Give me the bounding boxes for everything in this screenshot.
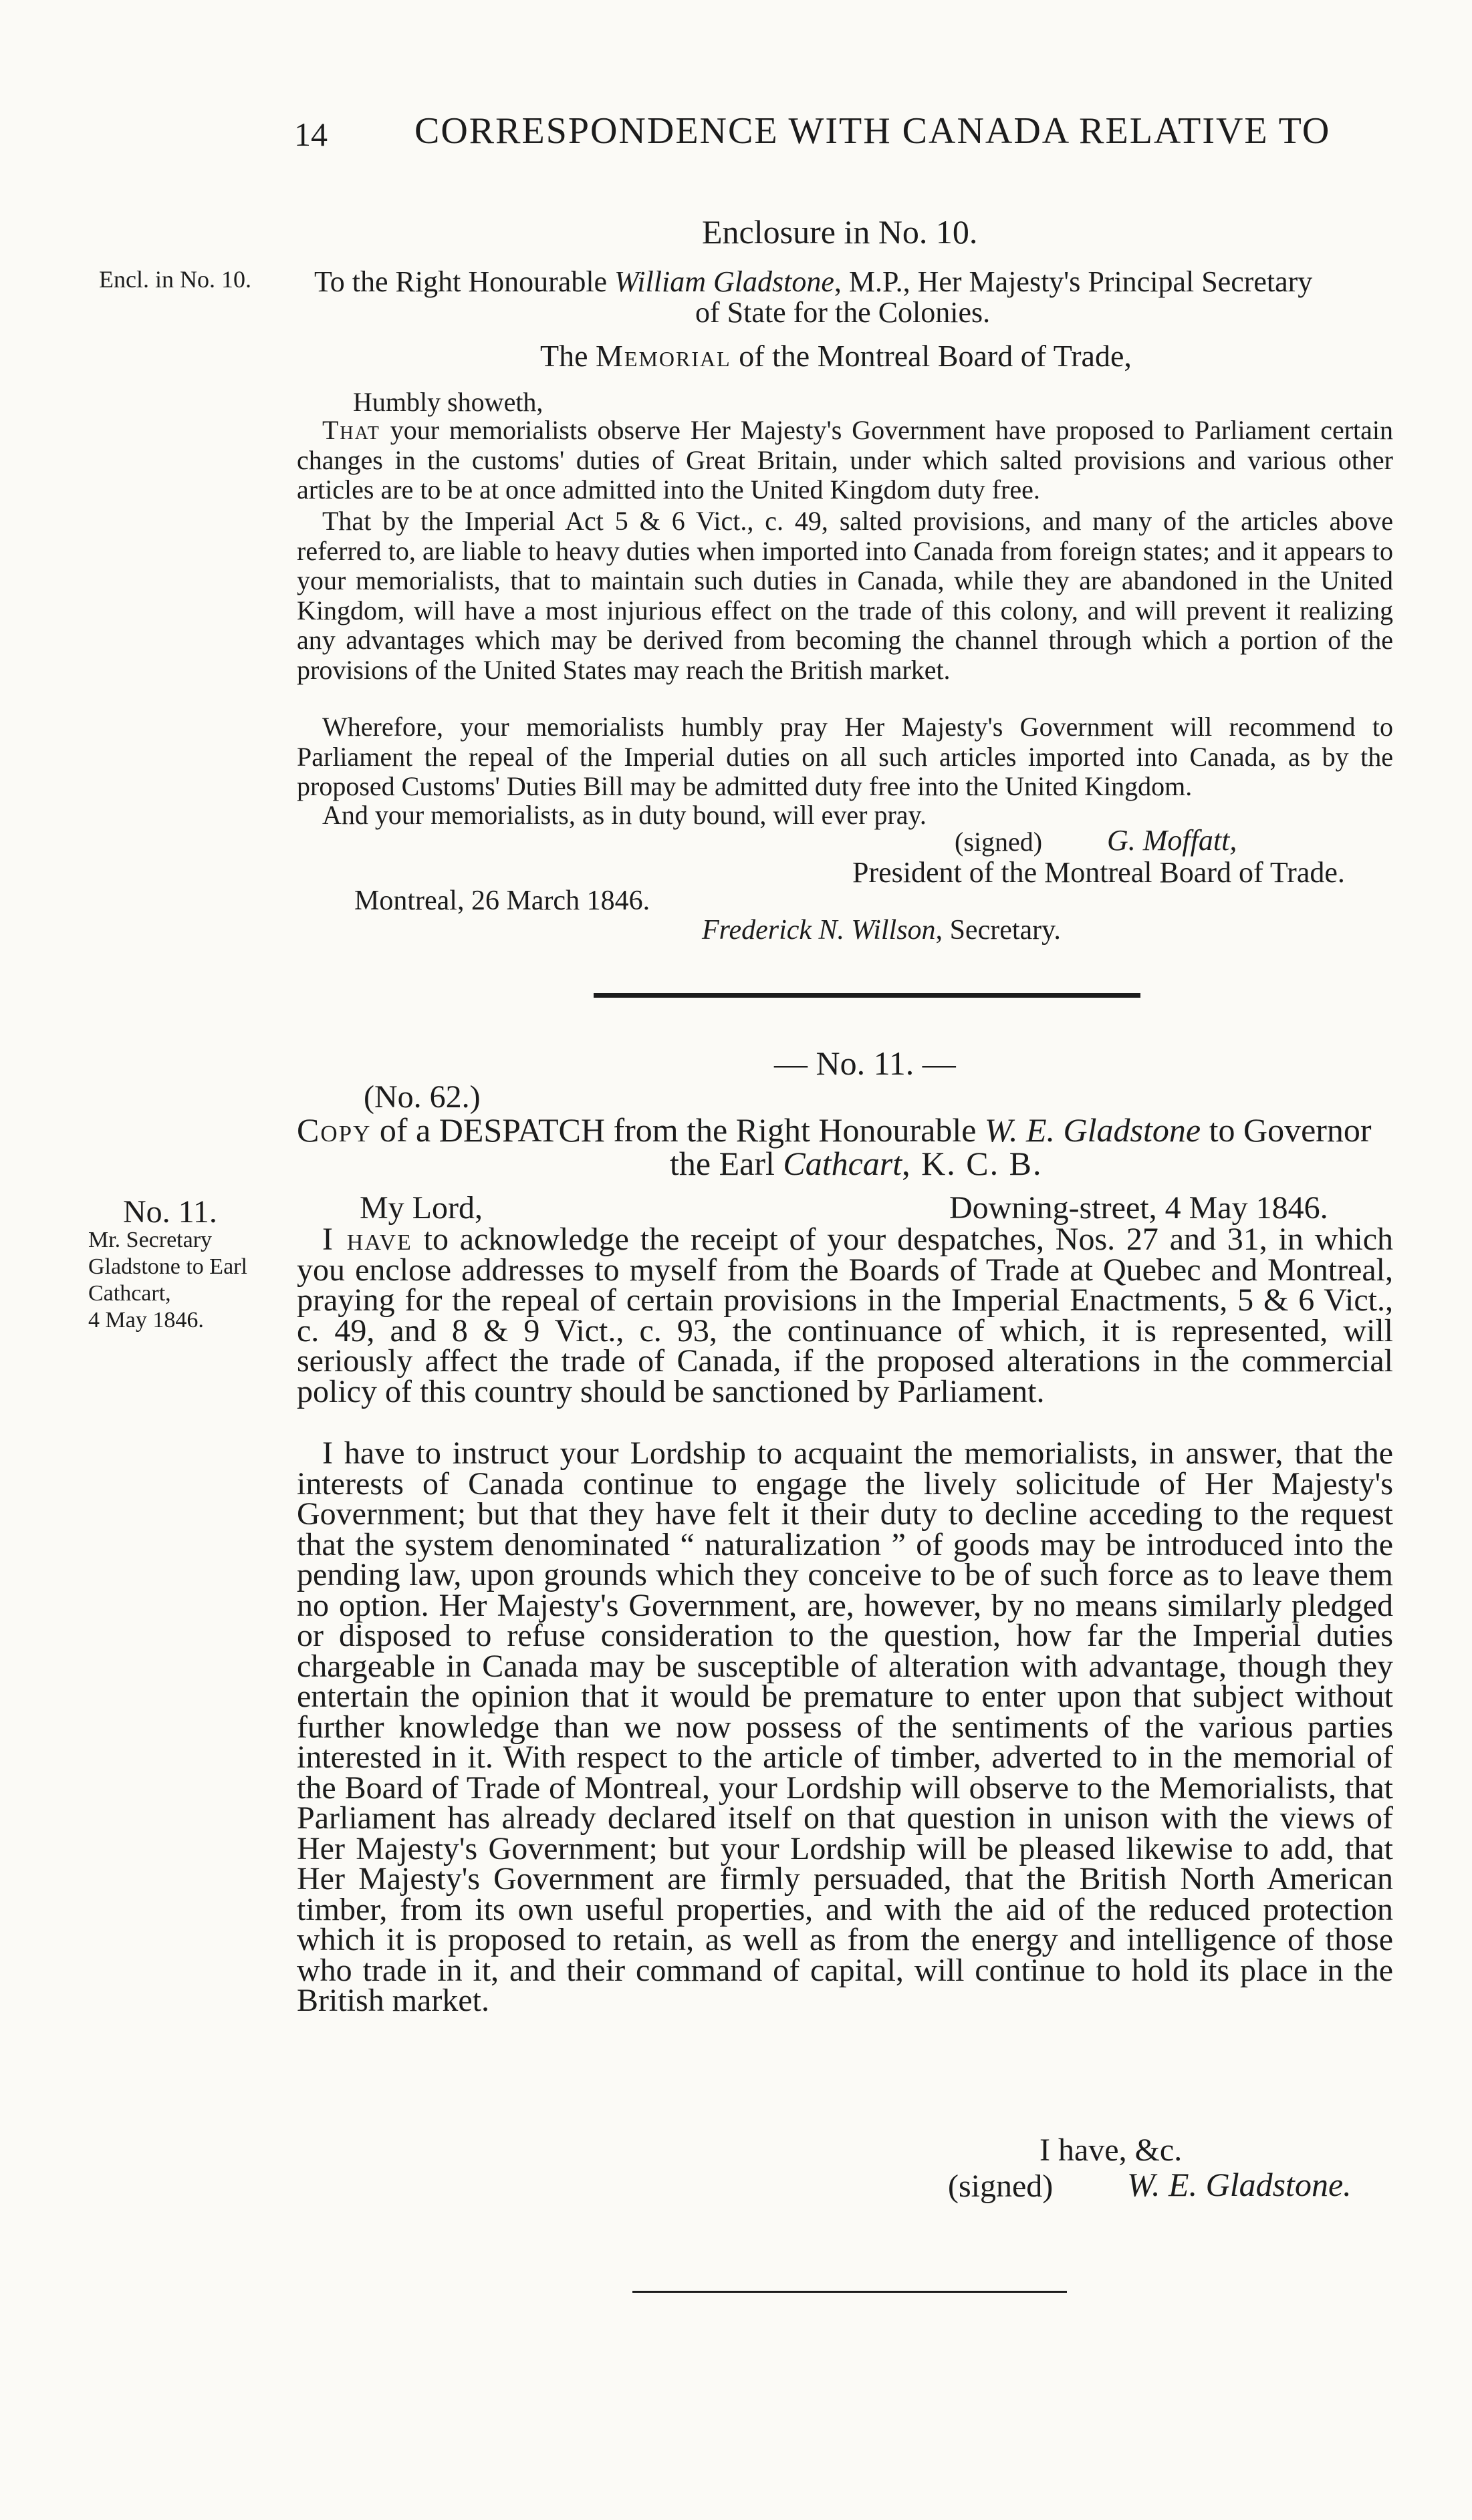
address-name: William Gladstone [614, 265, 834, 298]
side-number: No. 11. [123, 1194, 217, 1230]
address-prefix: To the Right Honourable [314, 265, 615, 298]
memorial-p1-lead: That [322, 415, 380, 445]
memorial-paragraph-1 [297, 416, 1393, 505]
despatch-signer: W. E. Gladstone. [1127, 2166, 1352, 2203]
despatch-paragraph-1 [297, 1224, 1393, 1407]
side-note-3: Cathcart, [88, 1281, 171, 1306]
address-line-2: of State for the Colonies. [695, 296, 991, 329]
despatch-salutation: My Lord, [360, 1190, 483, 1226]
signer-name: G. Moffatt, [1107, 824, 1237, 857]
secretary-line [702, 914, 1061, 946]
side-note-1: Mr. Secretary [88, 1228, 213, 1252]
despatch-paragraph-2: I have to instruct your Lordship to acquaint the memorialists, in answer, that the interests of Canada continue to engage the lively solicitude of Her Majesty's Government; but that they have felt it their duty to decline acceding to the request that the system denominated “ naturalization ” of goods may be introduced into the pending law, upon grounds which they conceive to be of such force as to leave them no option. Her Majesty's Government, are, however, by no means similarly pledged or disposed to refuse consideration to the question, how far the Imperial duties chargeable in Canada may be susceptible of alteration with advantage, though they entertain the opinion that it would be premature to enter upon that subject without further knowledge than we now possess of the sentiments of the various parties interested in it. With respect to the article of timber, adverted to in the memorial of the Board of Trade of Montreal, your Lordship will observe to the Memorialists, that Parliament has already declared itself on that question in unison with the views of Her Majesty's Government; but your Lordship will be pleased likewise to add, that Her Majesty's Government are firmly persuaded, that the British North American timber, from its own useful properties, and with the aid of the reduced protection which it is proposed to retain, as well as from the energy and intelligence of those who trade in it, and their command of capital, will continue to hold its place in the British market. [297, 1435, 1393, 2018]
despatch-title2-pre: the Earl [670, 1145, 783, 1182]
despatch-p1-lead: I have [322, 1222, 412, 1257]
closing-divider [632, 2291, 1067, 2293]
page-number: 14 [294, 116, 328, 153]
despatch-title-part1: of a DESPATCH from the Right Honourable [371, 1111, 985, 1149]
memorial-title-post: of the Montreal Board of Trade, [731, 339, 1132, 373]
despatch-title-lead: Copy [297, 1111, 372, 1149]
address-line-1 [314, 265, 1312, 299]
side-note-2: Gladstone to Earl [88, 1254, 247, 1279]
side-note-4: 4 May 1846. [88, 1308, 204, 1333]
memorial-p1-text: your memorialists observe Her Majesty's Government have proposed to Parliament certain changes in the customs' duties of Great Britain, under which salted provisions and various other articles are to be at once admitted into the United Kingdom duty free. [297, 415, 1393, 505]
despatch-title-name: W. E. Gladstone [984, 1111, 1201, 1149]
despatch-signed-label: (signed) [948, 2168, 1054, 2204]
enclosure-side-note: Encl. in No. 10. [99, 266, 251, 293]
signer-title: President of the Montreal Board of Trade. [852, 856, 1345, 889]
despatch-closing: I have, &c. [1039, 2132, 1183, 2168]
address-suffix: , M.P., Her Majesty's Principal Secretary [834, 265, 1313, 298]
memorial-paragraph-3: Wherefore, your memorialists humbly pray Her Majesty's Government will recommend to Parliament the repeal of the Imperial duties on all such articles imported into Canada, as by the proposed Customs' Duties Bill may be admitted duty free into the United Kingdom. [297, 712, 1393, 801]
secretary-title: , Secretary. [935, 915, 1061, 946]
memorial-salutation: Humbly showeth, [353, 387, 543, 417]
despatch-title-line-2 [670, 1144, 1042, 1183]
despatch-dateline: Downing-street, 4 May 1846. [949, 1190, 1328, 1226]
memorial-paragraph-2: That by the Imperial Act 5 & 6 Vict., c. 49, salted provisions, and many of the articles above referred to, are liable to heavy duties when imported into Canada from foreign states; and it appears to your memorialists, that to maintain such duties in Canada, while they are abandoned in the United Kingdom, will have a most injurious effect on the trade of this colony, and will prevent it realizing any advantages which may be derived from becoming the channel through which a portion of the provisions of the United States may reach the British market. [297, 506, 1393, 685]
memorial-title-sc: Memorial [596, 339, 731, 373]
despatch-p1-text: to acknowledge the receipt of your despatches, Nos. 27 and 31, in which you enclose addresses to myself from the Boards of Trade at Quebec and Montreal, praying for the repeal of certain provisions in the Imperial Enactments, 5 & 6 Vict., c. 49, and 8 & 9 Vict., c. 93, the continuance of which, it is represented, will seriously affect the trade of Canada, if the proposed alterations in the commercial policy of this country should be sanctioned by Parliament. [297, 1222, 1394, 1409]
memorial-title-pre: The [540, 339, 596, 373]
memorial-date: Montreal, 26 March 1846. [354, 885, 650, 916]
section-divider [594, 993, 1140, 998]
memorial-title [540, 338, 1132, 374]
despatch-ref: (No. 62.) [364, 1079, 481, 1115]
despatch-title2-name: Cathcart [783, 1145, 902, 1182]
despatch-title-part2: to Governor [1201, 1111, 1372, 1149]
enclosure-title: Enclosure in No. 10. [702, 213, 978, 251]
running-title: CORRESPONDENCE WITH CANADA RELATIVE TO [414, 110, 1331, 152]
despatch-title2-post: , K. C. B. [902, 1145, 1043, 1182]
secretary-name: Frederick N. Willson [702, 915, 936, 946]
despatch-number: — No. 11. — [774, 1044, 956, 1082]
memorial-paragraph-4: And your memorialists, as in duty bound, will ever pray. [322, 800, 927, 830]
signed-label: (signed) [955, 827, 1043, 857]
